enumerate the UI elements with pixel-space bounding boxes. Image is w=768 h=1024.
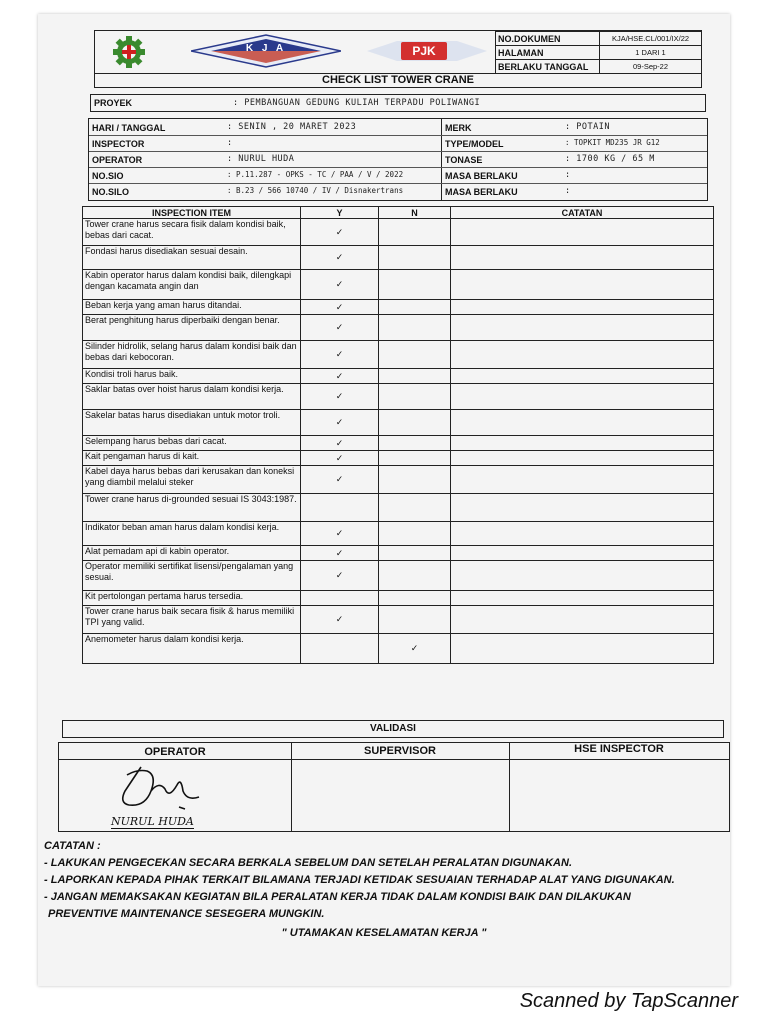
table-row xyxy=(83,522,714,546)
check-cell-y xyxy=(301,591,379,606)
table-row xyxy=(83,270,714,300)
catatan-cell xyxy=(451,410,714,436)
inspection-items xyxy=(83,219,714,664)
check-cell-n xyxy=(379,591,451,606)
safety-slogan: " UTAMAKAN KESELAMATAN KERJA " xyxy=(281,927,487,939)
check-cell-n xyxy=(379,522,451,546)
inspection-item-text: Kait pengaman harus di kait. xyxy=(83,451,301,466)
catatan-cell xyxy=(451,591,714,606)
catatan-cell xyxy=(451,384,714,410)
info-tonnage-label: TONASE xyxy=(445,155,483,165)
check-cell-n xyxy=(379,546,451,561)
info-validity-value-1: : xyxy=(565,170,571,180)
check-cell-y xyxy=(301,606,379,634)
check-mark-icon: ✓ xyxy=(335,474,344,484)
check-mark-icon: ✓ xyxy=(335,528,344,538)
catatan-cell xyxy=(451,436,714,451)
note-line-4: PREVENTIVE MAINTENANCE SESEGERA MUNGKIN. xyxy=(48,908,325,920)
validation-title: VALIDASI xyxy=(370,723,416,734)
check-mark-icon: ✓ xyxy=(335,322,344,332)
inspection-item-text: Selempang harus bebas dari cacat. xyxy=(83,436,301,451)
col-header-n: N xyxy=(379,207,451,219)
check-cell-n xyxy=(379,436,451,451)
info-validity-label-2: MASA BERLAKU xyxy=(445,187,518,197)
col-header-y: Y xyxy=(301,207,379,219)
col-header-item: INSPECTION ITEM xyxy=(83,207,301,219)
catatan-cell xyxy=(451,246,714,270)
pjk-logo xyxy=(367,37,487,65)
note-line-1: - LAKUKAN PENGECEKAN SECARA BERKALA SEBELUM DAN SETELAH PERALATAN DIGUNAKAN. xyxy=(44,857,573,869)
signature-box xyxy=(58,742,730,832)
inspection-item-text: Berat penghitung harus diperbaiki dengan benar. xyxy=(83,315,301,341)
check-cell-n xyxy=(379,561,451,591)
info-operator-label: OPERATOR xyxy=(92,155,143,165)
check-cell-y xyxy=(301,451,379,466)
inspection-item-text: Kabel daya harus bebas dari kerusakan dan koneksi yang diambil melalui steker xyxy=(83,466,301,494)
inspection-table xyxy=(82,206,714,664)
inspection-item-text: Kit pertolongan pertama harus tersedia. xyxy=(83,591,301,606)
info-tonnage-value: : 1700 KG / 65 M xyxy=(565,154,655,164)
catatan-cell xyxy=(451,300,714,315)
project-value: : PEMBANGUAN GEDUNG KULIAH TERPADU POLIWANGI xyxy=(233,98,481,108)
note-line-2: - LAPORKAN KEPADA PIHAK TERKAIT BILAMANA TERJADI KETIDAK SESUAIAN TERHADAP ALAT YANG DIGUNAKAN. xyxy=(44,874,675,886)
info-model-value: : TOPKIT MD235 JR G12 xyxy=(565,138,660,147)
catatan-cell xyxy=(451,546,714,561)
info-sio-value: : P.11.287 - OPKS - TC / PAA / V / 2022 xyxy=(227,170,404,179)
table-row xyxy=(83,246,714,270)
catatan-cell xyxy=(451,369,714,384)
k3-gear-logo xyxy=(109,35,149,69)
info-date-value: : SENIN , 20 MARET 2023 xyxy=(227,122,357,132)
inspection-item-text: Sakelar batas harus disediakan untuk motor troli. xyxy=(83,410,301,436)
doc-number-label: NO.DOKUMEN xyxy=(496,32,600,46)
check-mark-icon: ✓ xyxy=(335,417,344,427)
operator-printed-name: NURUL HUDA xyxy=(111,815,194,828)
inspection-item-text: Alat pemadam api di kabin operator. xyxy=(83,546,301,561)
info-date-label: HARI / TANGGAL xyxy=(92,123,166,133)
inspection-item-text: Tower crane harus secara fisik dalam kondisi baik, bebas dari cacat. xyxy=(83,219,301,246)
table-row xyxy=(83,634,714,664)
catatan-cell xyxy=(451,315,714,341)
check-cell-y xyxy=(301,522,379,546)
info-brand-value: : POTAIN xyxy=(565,122,610,132)
info-inspector-label: INSPECTOR xyxy=(92,139,145,149)
info-model-label: TYPE/MODEL xyxy=(445,139,504,149)
table-row xyxy=(83,451,714,466)
check-cell-n xyxy=(379,494,451,522)
scanner-watermark: Scanned by TapScanner xyxy=(519,990,738,1012)
info-silo-value: : B.23 / 566 10740 / IV / Disnakertrans xyxy=(227,186,404,195)
check-cell-n xyxy=(379,384,451,410)
pjk-logo-text: PJK xyxy=(412,44,436,58)
info-inspector-value: : xyxy=(227,138,233,148)
check-cell-n xyxy=(379,341,451,369)
info-validity-value-2: : xyxy=(565,186,571,196)
check-mark-icon: ✓ xyxy=(335,370,344,381)
inspection-item-text: Kabin operator harus dalam kondisi baik, dilengkapi dengan kacamata angin dan xyxy=(83,270,301,300)
hse-inspector-heading: HSE INSPECTOR xyxy=(574,743,664,755)
check-mark-icon: ✓ xyxy=(335,301,344,312)
check-mark-icon: ✓ xyxy=(335,391,344,401)
catatan-cell xyxy=(451,219,714,246)
check-cell-y xyxy=(301,436,379,451)
inspection-item-text: Kondisi troli harus baik. xyxy=(83,369,301,384)
check-cell-y xyxy=(301,315,379,341)
check-mark-icon: ✓ xyxy=(335,226,344,237)
check-mark-icon: ✓ xyxy=(335,547,344,558)
check-cell-y xyxy=(301,300,379,315)
check-mark-icon: ✓ xyxy=(335,349,344,359)
kja-logo xyxy=(191,33,341,69)
doc-number-value: KJA/HSE.CL/001/IX/22 xyxy=(600,32,702,46)
col-header-catatan: CATATAN xyxy=(451,207,714,219)
info-validity-label-1: MASA BERLAKU xyxy=(445,171,518,181)
check-mark-icon: ✓ xyxy=(335,452,344,463)
effective-date-label: BERLAKU TANGGAL xyxy=(496,60,600,74)
inspection-item-text: Indikator beban aman harus dalam kondisi kerja. xyxy=(83,522,301,546)
table-row xyxy=(83,436,714,451)
inspection-item-text: Anemometer harus dalam kondisi kerja. xyxy=(83,634,301,664)
inspection-item-text: Silinder hidrolik, selang harus dalam kondisi baik dan bebas dari kebocoran. xyxy=(83,341,301,369)
info-silo-label: NO.SILO xyxy=(92,187,130,197)
check-cell-y xyxy=(301,341,379,369)
notes-section xyxy=(44,838,724,942)
table-row xyxy=(83,410,714,436)
header-box xyxy=(94,30,702,88)
validation-title-bar xyxy=(62,720,724,738)
check-mark-icon: ✓ xyxy=(335,570,344,580)
table-row xyxy=(83,561,714,591)
check-cell-n xyxy=(379,246,451,270)
check-cell-y xyxy=(301,561,379,591)
project-label: PROYEK xyxy=(94,98,133,108)
catatan-cell xyxy=(451,270,714,300)
catatan-cell xyxy=(451,561,714,591)
table-row xyxy=(83,300,714,315)
check-cell-n xyxy=(379,634,451,664)
check-cell-n xyxy=(379,300,451,315)
check-mark-icon: ✓ xyxy=(335,279,344,289)
catatan-cell xyxy=(451,451,714,466)
check-mark-icon: ✓ xyxy=(335,252,344,262)
inspection-item-text: Tower crane harus baik secara fisik & harus memiliki TPI yang valid. xyxy=(83,606,301,634)
notes-title: CATATAN : xyxy=(44,840,101,852)
table-row xyxy=(83,466,714,494)
check-cell-n xyxy=(379,410,451,436)
table-row xyxy=(83,546,714,561)
page-title: CHECK LIST TOWER CRANE xyxy=(322,74,474,86)
inspection-item-text: Operator memiliki sertifikat lisensi/pengalaman yang sesuai. xyxy=(83,561,301,591)
check-cell-y xyxy=(301,246,379,270)
inspection-item-text: Fondasi harus disediakan sesuai desain. xyxy=(83,246,301,270)
check-cell-n xyxy=(379,219,451,246)
check-mark-icon: ✓ xyxy=(335,614,344,624)
check-cell-n xyxy=(379,270,451,300)
check-cell-y xyxy=(301,494,379,522)
effective-date-value: 09-Sep-22 xyxy=(600,60,702,74)
table-row xyxy=(83,369,714,384)
table-row xyxy=(83,341,714,369)
catatan-cell xyxy=(451,341,714,369)
catatan-cell xyxy=(451,466,714,494)
check-cell-n xyxy=(379,451,451,466)
table-row xyxy=(83,591,714,606)
check-cell-y xyxy=(301,270,379,300)
check-cell-y xyxy=(301,384,379,410)
catatan-cell xyxy=(451,606,714,634)
inspection-item-text: Saklar batas over hoist harus dalam kondisi kerja. xyxy=(83,384,301,410)
info-box xyxy=(88,118,708,201)
check-mark-icon: ✓ xyxy=(410,643,419,653)
check-cell-n xyxy=(379,315,451,341)
note-line-3: - JANGAN MEMAKSAKAN KEGIATAN BILA PERALATAN KERJA TIDAK DALAM KONDISI BAIK DAN DILAKUKAN xyxy=(44,891,631,903)
check-cell-n xyxy=(379,606,451,634)
document-info-table xyxy=(495,31,702,74)
inspection-item-text: Tower crane harus di-grounded sesuai IS 3043:1987. xyxy=(83,494,301,522)
check-cell-y xyxy=(301,219,379,246)
supervisor-heading: SUPERVISOR xyxy=(364,745,436,757)
info-operator-value: : NURUL HUDA xyxy=(227,154,295,164)
table-row xyxy=(83,219,714,246)
project-row xyxy=(90,94,706,112)
catatan-cell xyxy=(451,522,714,546)
check-mark-icon: ✓ xyxy=(335,437,344,448)
table-row xyxy=(83,384,714,410)
catatan-cell xyxy=(451,634,714,664)
check-cell-y xyxy=(301,634,379,664)
check-cell-y xyxy=(301,546,379,561)
table-row xyxy=(83,606,714,634)
check-cell-n xyxy=(379,466,451,494)
kja-logo-text: K J A xyxy=(245,43,287,54)
inspection-item-text: Beban kerja yang aman harus ditandai. xyxy=(83,300,301,315)
check-cell-n xyxy=(379,369,451,384)
check-cell-y xyxy=(301,369,379,384)
page-label: HALAMAN xyxy=(496,46,600,60)
catatan-cell xyxy=(451,494,714,522)
page-value: 1 DARI 1 xyxy=(600,46,702,60)
check-cell-y xyxy=(301,466,379,494)
table-row xyxy=(83,315,714,341)
operator-heading: OPERATOR xyxy=(144,746,206,758)
check-cell-y xyxy=(301,410,379,436)
operator-signature xyxy=(107,761,247,817)
info-sio-label: NO.SIO xyxy=(92,171,124,181)
info-brand-label: MERK xyxy=(445,123,472,133)
table-row xyxy=(83,494,714,522)
